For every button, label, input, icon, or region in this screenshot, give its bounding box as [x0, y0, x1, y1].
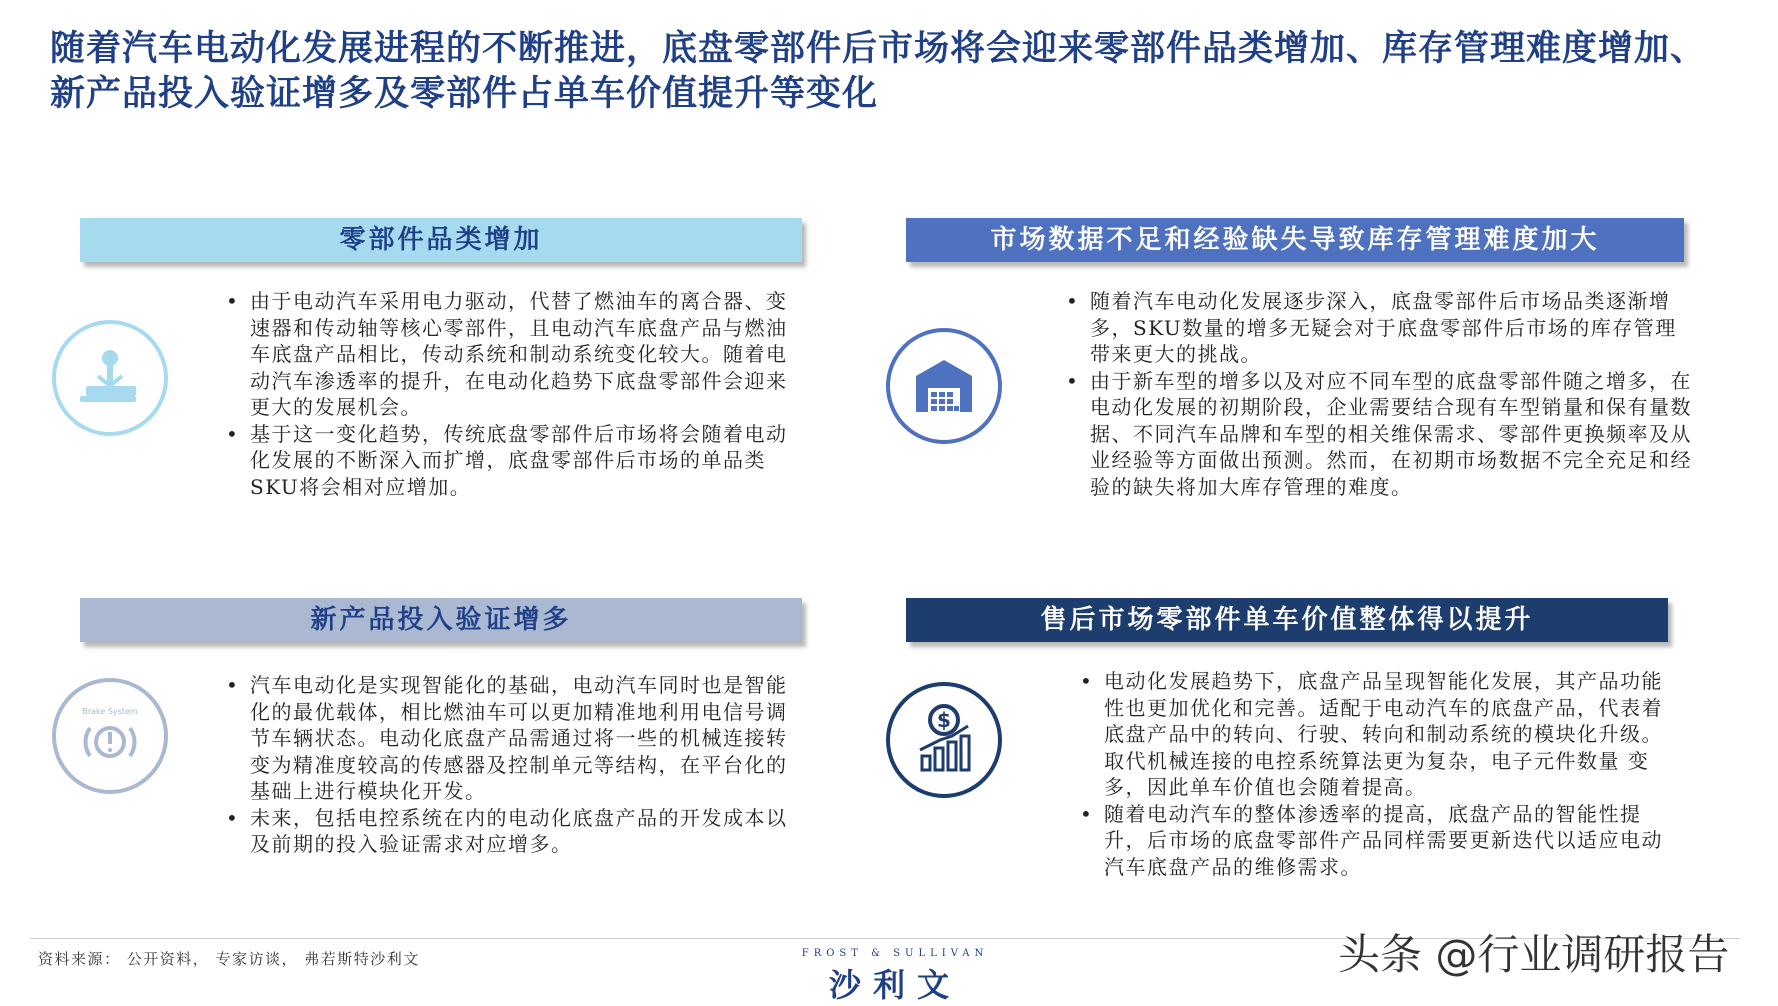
- bullet-item: • 随着汽车电动化发展逐步深入，底盘零部件后市场品类逐渐增多，SKU数量的增多无疑会对于底盘零部件后市场的库存管理带来更大的挑战。: [1062, 288, 1698, 368]
- brake-system-label: Brake System: [82, 707, 138, 716]
- dollar-growth-icon: [886, 682, 1002, 798]
- bullet-item: • 电动化发展趋势下，底盘产品呈现智能化发展，其产品功能性也更加优化和完善。适配于电动汽车的底盘产品，代表着底盘产品中的转向、行驶、转向和制动系统的模块化升级。取代机械连接的电控系统算法更为复杂，电子元件数量 变多，因此单车价值也会随着提高。: [1076, 668, 1676, 801]
- section-heading-parts-categories: 零部件品类增加: [80, 218, 802, 262]
- bullet-item: • 由于新车型的增多以及对应不同车型的底盘零部件随之增多，在电动化发展的初期阶段，企业需要结合现有车型销量和保有量数据、不同汽车品牌和车型的相关维保需求、零部件更换频率及从业经验等方面做出预测。然而，在初期市场数据不完全充足和经验的缺失将加大库存管理的难度。: [1062, 368, 1698, 501]
- brake-system-icon: [52, 678, 168, 794]
- section-text-value: [1076, 668, 1676, 880]
- svg-text:$: $: [937, 708, 951, 732]
- section-text-inventory: [1062, 288, 1698, 500]
- warehouse-icon: [886, 328, 1002, 444]
- section-text-validation: [222, 672, 794, 858]
- bullet-item: • 随着电动汽车的整体渗透率的提高，底盘产品的智能性提升，后市场的底盘零部件产品同样需要更新迭代以适应电动汽车底盘产品的维修需求。: [1076, 801, 1676, 881]
- bullet-item: • 汽车电动化是实现智能化的基础，电动汽车同时也是智能化的最优载体，相比燃油车可以更加精准地利用电信号调节车辆状态。电动化底盘产品需通过将一些的机械连接转变为精准度较高的传感器及控制单元等结构，在平台化的基础上进行模块化开发。: [222, 672, 794, 805]
- watermark: 头条 @行业调研报告: [1338, 930, 1730, 979]
- section-heading-inventory: 市场数据不足和经验缺失导致库存管理难度加大: [906, 218, 1684, 262]
- bullet-item: • 未来，包括电控系统在内的电动化底盘产品的开发成本以及前期的投入验证需求对应增多。: [222, 805, 794, 858]
- section-heading-value: 售后市场零部件单车价值整体得以提升: [906, 598, 1668, 642]
- gear-shift-icon: [52, 320, 168, 436]
- section-heading-validation: 新产品投入验证增多: [80, 598, 802, 642]
- bullet-item: • 基于这一变化趋势，传统底盘零部件后市场将会随着电动化发展的不断深入而扩增，底盘零部件后市场的单品类SKU将会相对应增加。: [222, 421, 808, 501]
- bullet-item: • 由于电动汽车采用电力驱动，代替了燃油车的离合器、变速器和传动轴等核心零部件，且电动汽车底盘产品与燃油车底盘产品相比，传动系统和制动系统变化较大。随着电动汽车渗透率的提升，在电动化趋势下底盘零部件会迎来更大的发展机会。: [222, 288, 808, 421]
- frost-sullivan-logo-text: FROST & SULLIVAN: [801, 948, 989, 959]
- section-text-parts-categories: [222, 288, 808, 500]
- frost-sullivan-logo: 沙利文: [828, 966, 961, 1004]
- source-note: 资料来源： 公开资料， 专家访谈， 弗若斯特沙利文: [38, 950, 420, 968]
- page-title: 随着汽车电动化发展进程的不断推进，底盘零部件后市场将会迎来零部件品类增加、库存管理难度增加、新产品投入验证增多及零部件占单车价值提升等变化: [50, 28, 1707, 114]
